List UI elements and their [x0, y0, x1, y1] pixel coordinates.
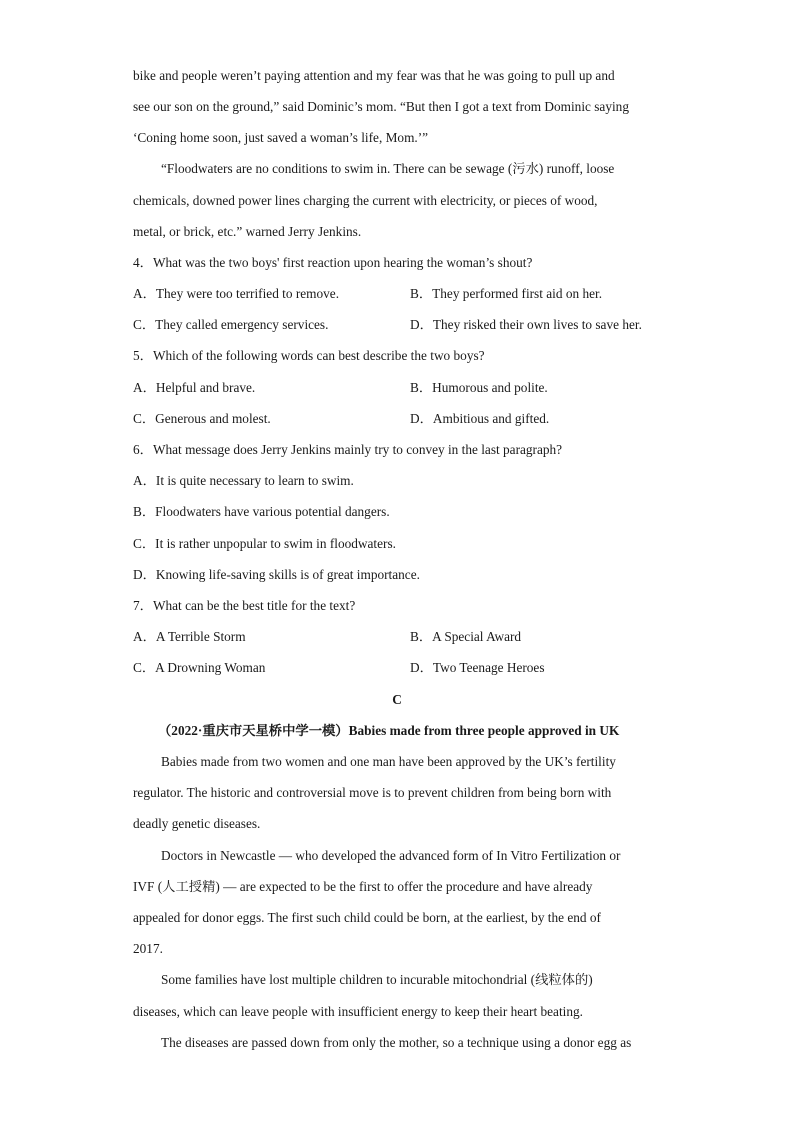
question-4-stem: 4．What was the two boys' first reaction upon hearing the woman’s shout? [133, 255, 533, 270]
passage-line: appealed for donor eggs. The first such child could be born, at the earliest, by the end of [133, 910, 601, 925]
passage-line: Babies made from two women and one man have been approved by the UK’s fertility [161, 754, 616, 769]
passage-line: Some families have lost multiple children to incurable mitochondrial (线粒体的) [161, 972, 593, 987]
passage-line: deadly genetic diseases. [133, 816, 261, 831]
question-4-option-a: A．They were too terrified to remove. [133, 286, 340, 301]
passage-line: 2017. [133, 941, 163, 956]
passage-line: chemicals, downed power lines charging the current with electricity, or pieces of wood, [133, 193, 598, 208]
question-7-option-d: D．Two Teenage Heroes [410, 660, 545, 675]
question-4-option-d: D．They risked their own lives to save her. [410, 317, 642, 332]
section-heading [158, 723, 619, 739]
section-heading-title: Babies made from three people approved in UK [348, 723, 620, 738]
passage-line: bike and people weren’t paying attention and my fear was that he was going to pull up and [133, 68, 615, 83]
passage-line: Doctors in Newcastle — who developed the advanced form of In Vitro Fertilization or [161, 848, 621, 863]
passage-line: regulator. The historic and controversial move is to prevent children from being born with [133, 785, 612, 800]
question-4-option-c: C．They called emergency services. [133, 317, 329, 332]
passage-line: IVF (人工授精) — are expected to be the first to offer the procedure and have already [133, 879, 593, 894]
question-5-stem: 5．Which of the following words can best describe the two boys? [133, 348, 485, 363]
question-6-option-c: C．It is rather unpopular to swim in floodwaters. [133, 536, 396, 551]
question-6-option-a: A．It is quite necessary to learn to swim. [133, 473, 354, 488]
section-letter: C [392, 692, 402, 707]
section-heading-source: （2022·重庆市天星桥中学一模） [158, 723, 349, 738]
question-5-option-b: B．Humorous and polite. [410, 380, 548, 395]
passage-line: metal, or brick, etc.” warned Jerry Jenkins. [133, 224, 362, 239]
passage-line: “Floodwaters are no conditions to swim in. There can be sewage (污水) runoff, loose [161, 161, 615, 176]
question-6-option-d: D．Knowing life-saving skills is of great importance. [133, 567, 420, 582]
question-7-option-b: B．A Special Award [410, 629, 522, 644]
question-5-option-d: D．Ambitious and gifted. [410, 411, 550, 426]
passage-line: diseases, which can leave people with insufficient energy to keep their heart beating. [133, 1004, 583, 1019]
question-6-stem: 6．What message does Jerry Jenkins mainly try to convey in the last paragraph? [133, 442, 563, 457]
question-7-option-a: A．A Terrible Storm [133, 629, 246, 644]
passage-line: The diseases are passed down from only the mother, so a technique using a donor egg as [161, 1035, 632, 1050]
question-6-option-b: B．Floodwaters have various potential dangers. [133, 504, 390, 519]
passage-line: see our son on the ground,” said Dominic’s mom. “But then I got a text from Dominic saying [133, 99, 629, 114]
question-5-option-c: C．Generous and molest. [133, 411, 271, 426]
question-5-option-a: A．Helpful and brave. [133, 380, 256, 395]
question-4-option-b: B．They performed first aid on her. [410, 286, 603, 301]
passage-line: ‘Coning home soon, just saved a woman’s life, Mom.’” [133, 130, 429, 145]
question-7-stem: 7．What can be the best title for the text? [133, 598, 356, 613]
question-7-option-c: C．A Drowning Woman [133, 660, 266, 675]
